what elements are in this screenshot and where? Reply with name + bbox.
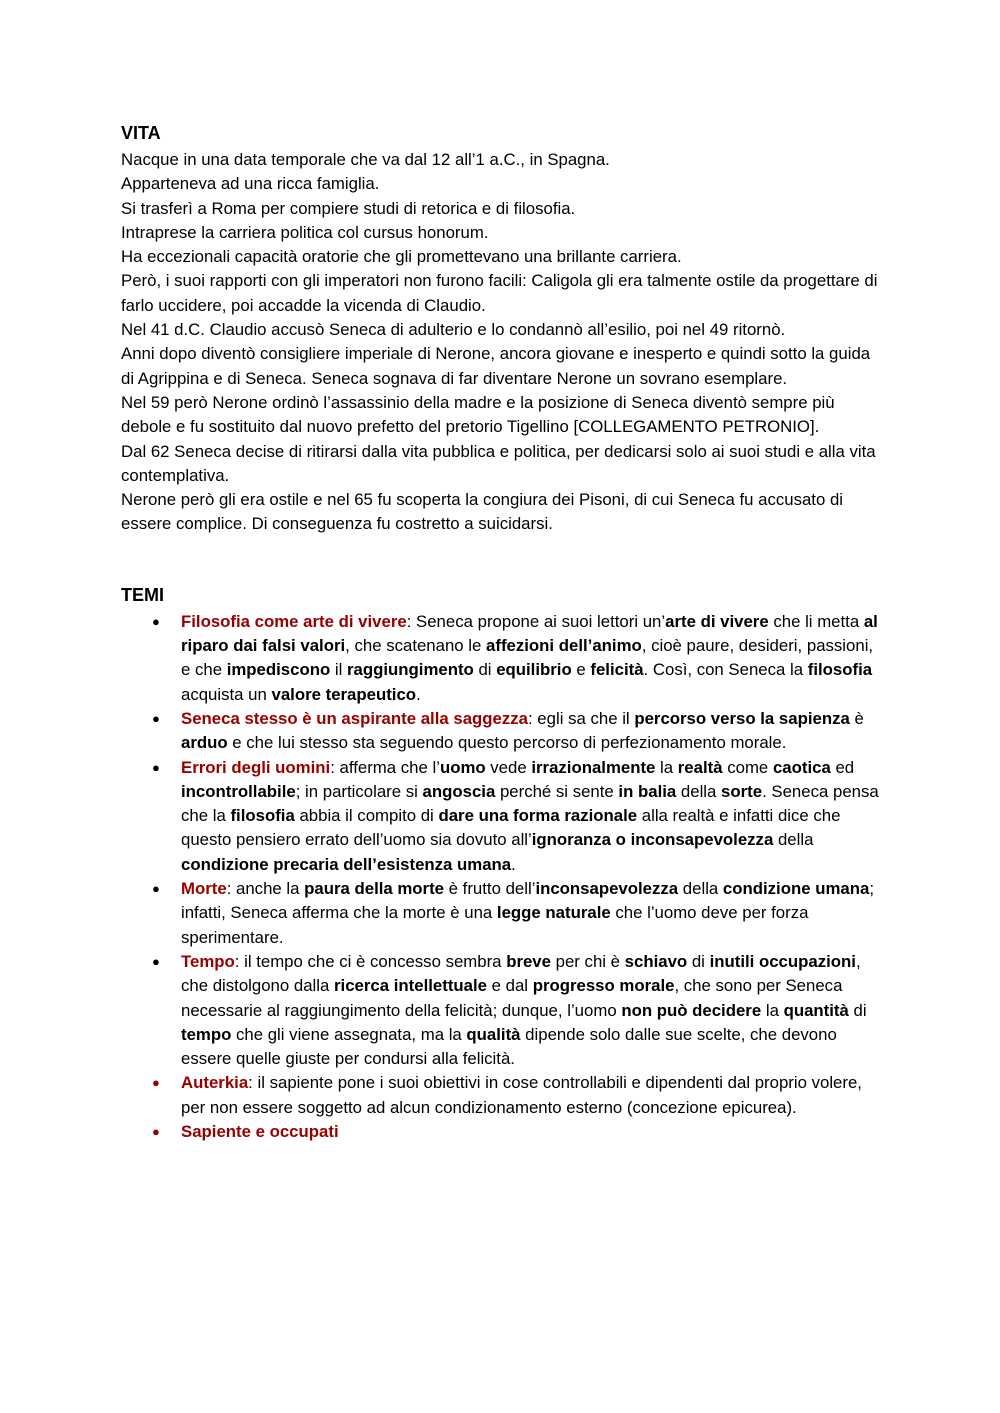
bold-text: sorte — [721, 781, 763, 801]
theme-item — [121, 707, 881, 756]
bold-text: valore terapeutico — [271, 684, 417, 704]
bullet-icon: ● — [152, 1123, 160, 1139]
body-text: dipende solo dalle sue scelte, che devono essere quelle giuste per condursi alla felicità. — [181, 1024, 837, 1069]
theme-item — [121, 756, 881, 877]
body-text: per chi è — [550, 951, 625, 971]
body-text: : il tempo che ci è concesso sembra — [234, 951, 507, 971]
bullet-icon: ● — [152, 613, 160, 629]
vita-line: Nerone però gli era ostile e nel 65 fu scoperta la congiura dei Pisoni, di cui Seneca fu accusato di essere complice. Di conseguenza fu costretto a suicidarsi. — [121, 490, 844, 534]
body-text: di — [473, 660, 497, 680]
body-text: perché si sente — [495, 781, 619, 801]
body-text: : egli sa che il — [527, 708, 635, 728]
bold-text: inutili occupazioni — [709, 951, 856, 971]
body-text: e — [571, 660, 591, 680]
bold-text: filosofia — [807, 660, 873, 680]
theme-item — [121, 1120, 881, 1144]
bold-text: quantità — [783, 1000, 849, 1020]
bold-text: ignoranza o inconsapevolezza — [531, 830, 774, 850]
vita-line: Dal 62 Seneca decise di ritirarsi dalla vita pubblica e politica, per dedicarsi solo ai suoi studi e alla vita contemplativa. — [121, 441, 876, 485]
body-text: della — [676, 781, 722, 801]
body-text: la — [655, 757, 678, 777]
bullet-icon: ● — [152, 759, 160, 775]
bold-text: dare una forma razionale — [438, 806, 638, 826]
bullet-icon: ● — [152, 953, 160, 969]
themes-list — [121, 610, 881, 1145]
temi-heading: TEMI — [121, 584, 164, 605]
body-text: della — [678, 879, 723, 899]
vita-line: Nel 59 però Nerone ordinò l’assassinio della madre e la posizione di Seneca diventò sempre più debole e fu sostituito dal nuovo prefetto del pretorio Tigellino [COLLEGAMENTO PETRONIO]. — [121, 392, 835, 437]
bold-text: schiavo — [624, 951, 688, 971]
vita-line: Ha eccezionali capacità oratorie che gli promettevano una brillante carriera. — [121, 247, 682, 267]
bold-text: irrazionalmente — [531, 757, 656, 777]
bold-text: in balia — [618, 781, 677, 801]
body-text: , che scatenano le — [345, 636, 487, 656]
theme-title: Filosofia come arte di vivere — [181, 611, 407, 631]
theme-item — [121, 1071, 881, 1120]
body-text: : anche la — [226, 879, 305, 899]
vita-line: Nacque in una data temporale che va dal 12 all’1 a.C., in Spagna. — [121, 150, 610, 169]
body-text: è — [849, 708, 864, 728]
body-text: ; infatti, Seneca afferma che la morte è una — [181, 879, 874, 923]
bold-text: caotica — [772, 757, 831, 777]
theme-title: Tempo — [181, 951, 235, 971]
body-text: : afferma che l’ — [330, 757, 440, 777]
bold-text: percorso verso la sapienza — [634, 708, 850, 728]
body-text: come — [722, 757, 773, 777]
bold-text: non può decidere — [621, 1000, 762, 1020]
bullet-icon: ● — [152, 1075, 160, 1091]
bold-text: condizione umana — [722, 879, 870, 899]
theme-title: Errori degli uomini — [181, 757, 331, 777]
bold-text: felicità — [590, 660, 644, 680]
vita-text — [121, 148, 881, 537]
body-text: la — [761, 1000, 784, 1020]
body-text: che gli viene assegnata, ma la — [231, 1024, 467, 1044]
theme-title: Auterkia — [181, 1073, 249, 1093]
body-text: , che distolgono dalla — [181, 951, 861, 996]
body-text: alla realtà e infatti dice che questo pensiero errato dell’uomo sia dovuto all’ — [181, 806, 841, 850]
bold-text: arduo — [181, 733, 228, 753]
bold-text: incontrollabile — [181, 781, 296, 801]
bold-text: angoscia — [422, 781, 496, 801]
vita-line: Intraprese la carriera politica col cursus honorum. — [121, 222, 489, 242]
bold-text: affezioni dell’animo — [486, 636, 642, 656]
body-text: . Così, con Seneca la — [643, 660, 808, 680]
bold-text: filosofia — [230, 806, 295, 826]
bold-text: condizione precaria dell’esistenza umana — [181, 854, 512, 874]
body-text: : Seneca propone ai suoi lettori un’ — [406, 611, 666, 631]
body-text: ; in particolare si — [295, 781, 423, 801]
body-text: di — [848, 1000, 867, 1020]
body-text: che l’uomo deve per forza sperimentare. — [181, 903, 809, 947]
body-text: di — [687, 951, 710, 971]
bold-text: arte di vivere — [665, 611, 769, 631]
vita-line: Anni dopo diventò consigliere imperiale di Nerone, ancora giovane e inesperto e quindi sotto la guida di Agrippina e di Seneca. Seneca sognava di far diventare Nerone un sovrano esemplare. — [121, 344, 871, 388]
body-text: , che sono per Seneca necessarie al raggiungimento della felicità; dunque, l’uomo — [181, 976, 843, 1020]
theme-title: Morte — [181, 879, 227, 899]
bold-text: raggiungimento — [347, 660, 474, 680]
bold-text: equilibrio — [496, 660, 572, 680]
body-text: . Seneca pensa che la — [181, 781, 879, 826]
theme-title: Seneca stesso è un aspirante alla saggezza — [181, 708, 528, 728]
body-text: abbia il compito di — [294, 806, 439, 826]
body-text: che li metta — [768, 611, 864, 631]
bold-text: ricerca intellettuale — [334, 976, 487, 996]
vita-line: Si trasferì a Roma per compiere studi di retorica e di filosofia. — [121, 198, 576, 218]
bullet-icon: ● — [152, 881, 160, 897]
bullet-icon: ● — [152, 710, 160, 726]
body-text: e dal — [486, 976, 533, 996]
bold-text: uomo — [439, 757, 486, 777]
theme-item — [121, 877, 881, 950]
theme-title: Sapiente e occupati — [181, 1121, 339, 1141]
theme-item — [121, 950, 881, 1071]
bold-text: realtà — [677, 757, 723, 777]
bold-text: qualità — [466, 1024, 521, 1044]
body-text: il — [330, 660, 347, 680]
body-text: : il sapiente pone i suoi obiettivi in cose controllabili e dipendenti dal proprio volere, per non essere soggetto ad alcun condizionamento esterno (concezione epicurea). — [181, 1073, 862, 1117]
bold-text: breve — [506, 951, 551, 971]
body-text: vede — [485, 757, 532, 777]
document-page — [121, 118, 881, 1144]
body-text: . — [511, 854, 516, 874]
body-text: e che lui stesso sta seguendo questo percorso di perfezionamento morale. — [227, 733, 787, 753]
vita-line: Però, i suoi rapporti con gli imperatori non furono facili: Caligola gli era talmente ostile da progettare di farlo uccidere, poi accadde la vicenda di Claudio. — [121, 271, 878, 315]
bold-text: inconsapevolezza — [535, 879, 679, 899]
vita-line: Nel 41 d.C. Claudio accusò Seneca di adulterio e lo condannò all’esilio, poi nel 49 ritornò. — [121, 320, 786, 340]
body-text: . — [416, 684, 421, 704]
theme-item — [121, 610, 881, 707]
bold-text: legge naturale — [496, 903, 611, 923]
vita-line: Apparteneva ad una ricca famiglia. — [121, 174, 380, 194]
bold-text: progresso morale — [532, 976, 675, 996]
bold-text: tempo — [181, 1024, 232, 1044]
bold-text: paura della morte — [304, 879, 445, 899]
bold-text: impediscono — [226, 660, 331, 680]
body-text: , cioè paure, desideri, passioni, e che — [181, 636, 874, 680]
body-text: è frutto dell’ — [444, 879, 536, 899]
bold-text: al riparo dai falsi valori — [181, 611, 878, 656]
body-text: acquista un — [181, 684, 272, 704]
vita-heading: VITA — [121, 123, 161, 143]
body-text: della — [773, 830, 814, 850]
body-text: ed — [830, 757, 855, 777]
